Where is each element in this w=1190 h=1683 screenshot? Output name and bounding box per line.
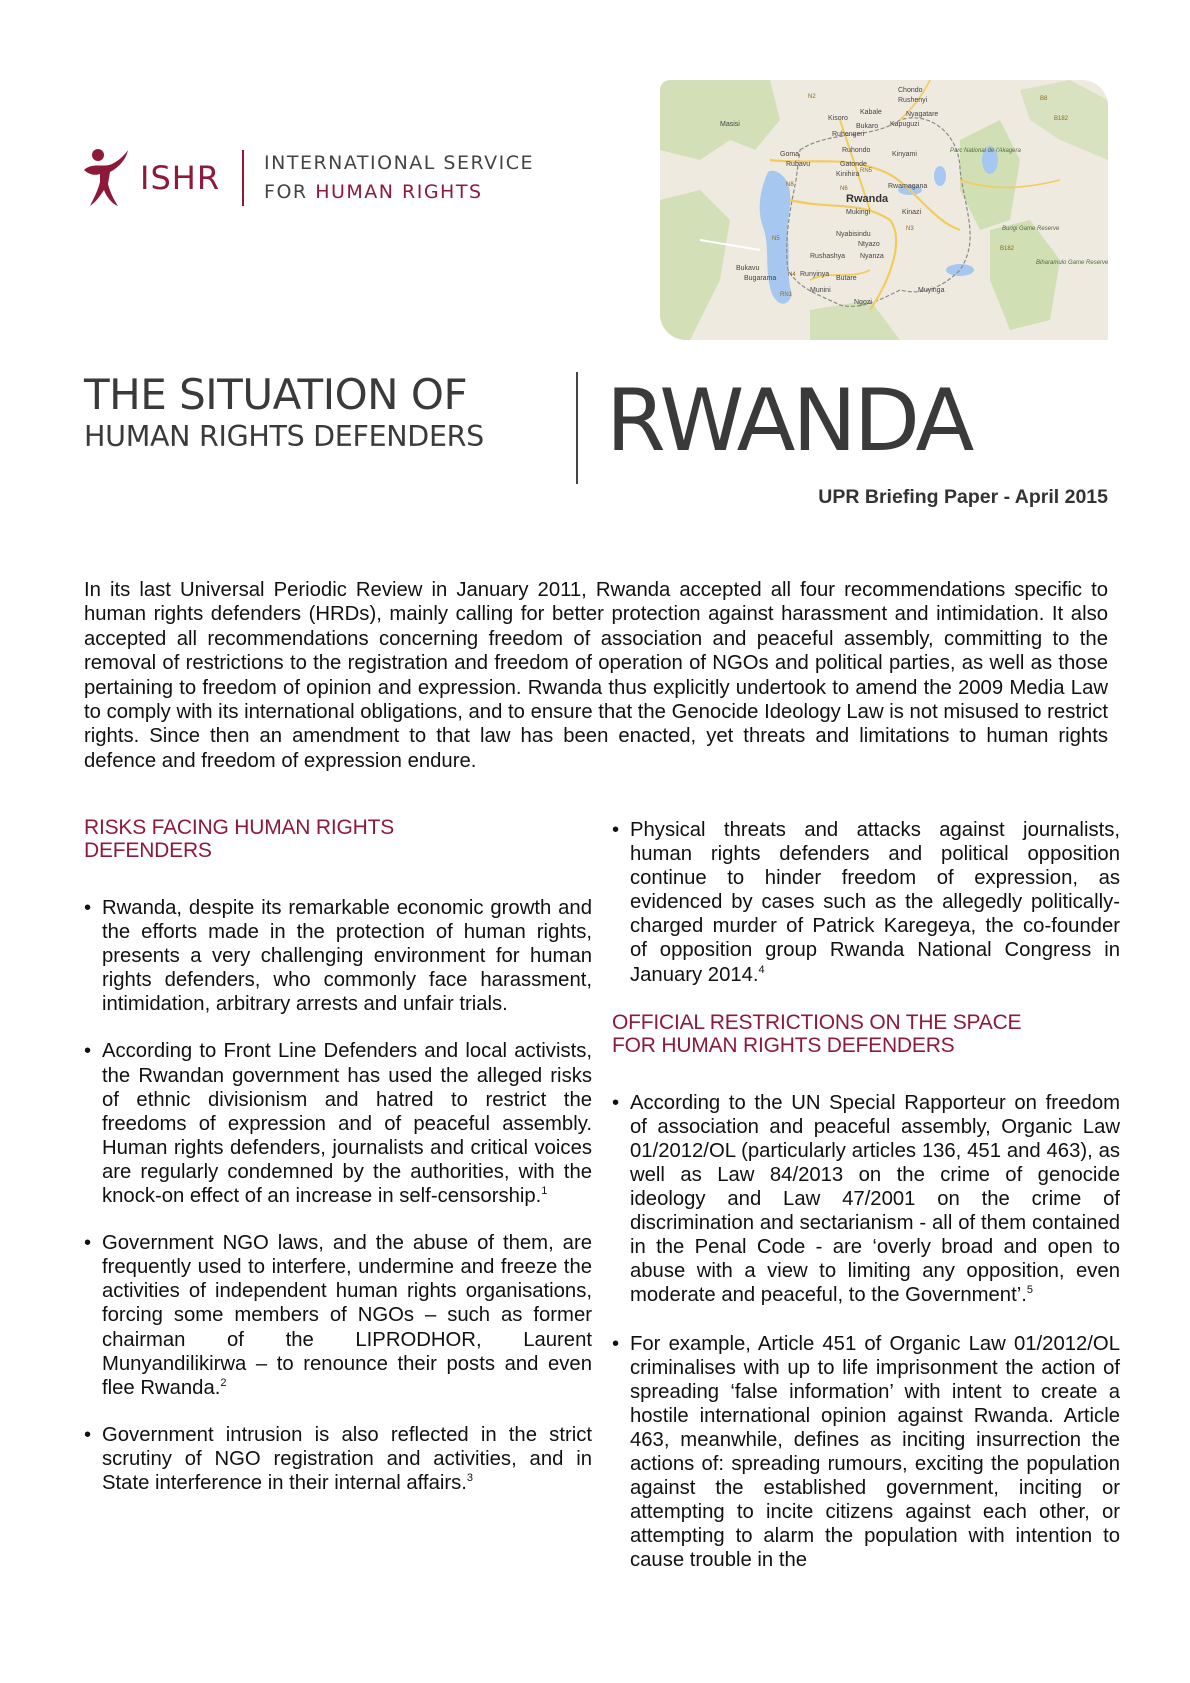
map-label-rushashya: Rushashya xyxy=(810,253,846,260)
bullet-item xyxy=(612,818,1120,987)
briefing-label: UPR Briefing Paper - April 2015 xyxy=(818,486,1108,508)
map-label-kinazi: Kinazi xyxy=(902,209,922,216)
section-heading-restrictions xyxy=(612,1011,1120,1057)
map-label-b8: B8 xyxy=(1040,96,1048,102)
section-heading-risks xyxy=(84,816,592,862)
map-label-rubavu: Rubavu xyxy=(786,161,811,168)
bullet-text: Rwanda, despite its remarkable economic growth and the efforts made in the protection of human rights, presents a very challenging environment for human rights defenders, who commonly face harassment, intimidation, arbitrary arrests and unfair trials. xyxy=(102,897,592,1016)
bullet-text: Government intrusion is also reflected in the strict scrutiny of NGO registration and activities, and in State interference in their internal affairs. xyxy=(102,1423,592,1494)
map-label-gatonde: Gatonde xyxy=(840,161,867,168)
map-label-rn5: RN5 xyxy=(860,168,873,174)
map-label-ruhondo: Ruhondo xyxy=(842,147,871,154)
map-label-b182-north: B182 xyxy=(1054,116,1069,122)
map-label-ruhengeri: Ruhengeri xyxy=(832,131,865,138)
map-label-n6: N6 xyxy=(840,186,848,192)
map-label-munini: Munini xyxy=(810,287,831,294)
title-subtitle: HUMAN RIGHTS DEFENDERS xyxy=(84,420,484,453)
map-label-akagera: Parc National de l'Akagera xyxy=(950,148,1021,154)
map-label-goma: Goma xyxy=(780,151,800,158)
map-label-muyinga: Muyinga xyxy=(918,287,945,294)
map-label-kinihira: Kinihira xyxy=(836,171,860,178)
bullet-item xyxy=(84,1423,592,1495)
bullet-text: Government NGO laws, and the abuse of them, are frequently used to interfere, undermine and freeze the activities of independent human rights organisations, forcing some members of NGOs – such as former chairman of the LIPRODHOR, Laurent Munyandilikirwa – to renounce their posts and even flee Rwanda. xyxy=(102,1232,592,1399)
map-label-kabale: Kabale xyxy=(860,109,882,116)
bullet-text: According to Front Line Defenders and local activists, the Rwandan government has used the alleged risks of ethnic divisionism and hatred to restrict the freedoms of expression and of peaceful assembly. Human rights defenders, journalists and critical voices are regularly condemned by the authorities, with the knock-on effect of an increase in self-censorship. xyxy=(102,1040,592,1208)
logo-line-2-accent: HUMAN RIGHTS xyxy=(315,181,483,203)
logo-line-1: INTERNATIONAL SERVICE xyxy=(264,152,535,174)
heading-restrictions-line-2: FOR HUMAN RIGHTS DEFENDERS xyxy=(612,1033,955,1057)
logo-line-2-prefix: FOR xyxy=(264,181,308,203)
map-label-n8: N8 xyxy=(786,182,794,188)
map-label-bukavu: Bukavu xyxy=(736,265,760,272)
heading-risks-line-2: DEFENDERS xyxy=(84,839,212,862)
footnote-marker[interactable]: 2 xyxy=(220,1376,227,1389)
map-label-n5: N5 xyxy=(772,236,780,242)
map-label-n3: N3 xyxy=(906,226,914,232)
map-label-nyabisindu: Nyabisindu xyxy=(836,231,871,238)
map-label-runyinya: Runyinya xyxy=(800,271,830,278)
bullet-item xyxy=(612,1332,1120,1573)
map-label-rwamagana: Rwamagana xyxy=(888,183,928,190)
map-label-chondo: Chondo xyxy=(898,87,923,94)
map-label-b182-south: B182 xyxy=(1000,246,1015,252)
bullet-item xyxy=(84,1231,592,1400)
logo-abbreviation: ISHR xyxy=(140,159,221,197)
map-label-rushenyi: Rushenyi xyxy=(898,97,928,104)
logo-divider xyxy=(242,150,244,206)
ishr-logo xyxy=(82,148,534,208)
bullet-text: According to the UN Special Rapporteur on freedom of association and peaceful assembly, Organic Law 01/2012/OL (particularly articles 136, 451 and 463), as well as Law 84/2013 on the crime of genocide ideology and Law 47/2001 on the crime of discrimination and sectarianism - all of them contained in the Penal Code - are ‘overly broad and open to abuse with a view to limiting any opposition, even moderate and peaceful, to the Government’. xyxy=(630,1091,1120,1307)
map-label-rn1: RN1 xyxy=(780,292,793,298)
title-block xyxy=(84,372,544,456)
map-label-kisoro: Kisoro xyxy=(828,115,848,122)
bullet-item xyxy=(84,1039,592,1208)
country-title: RWANDA xyxy=(606,371,972,471)
map-label-mukingi: Mukingi xyxy=(846,209,871,216)
map-label-n4: N4 xyxy=(788,272,796,278)
footnote-marker[interactable]: 4 xyxy=(758,963,765,976)
title-divider xyxy=(576,372,578,484)
map-label-kinyami: Kinyami xyxy=(892,151,917,158)
map-label-rwanda: Rwanda xyxy=(846,193,889,205)
logo-wordmark xyxy=(264,149,534,207)
map-label-nyagatare: Nyagatare xyxy=(906,111,939,118)
map-label-bugarama: Bugarama xyxy=(744,275,777,282)
bullet-text: For example, Article 451 of Organic Law 01/2012/OL criminalises with up to life imprisonment the action of spreading ‘false information’ with intent to create a hostile international opinion against Rwanda. Article 463, meanwhile, defines as inciting insurrection the actions of: spreading rumours, exciting the population against the established government, inciting or attempting to incite citizens against each other, or attempting to alarm the population with intention to cause trouble in the xyxy=(630,1332,1120,1572)
map-label-bukaro: Bukaro xyxy=(856,123,879,130)
map-label-biharamulo: Biharamulo Game Reserve xyxy=(1036,260,1108,266)
map-label-nyanza: Nyanza xyxy=(860,253,884,260)
heading-restrictions-line-1: OFFICIAL RESTRICTIONS ON THE SPACE xyxy=(612,1010,1022,1034)
human-figure-icon xyxy=(82,148,130,208)
footnote-marker[interactable]: 1 xyxy=(541,1185,548,1198)
map-label-kapuguzi: Kapuguzi xyxy=(890,121,920,128)
intro-paragraph: In its last Universal Periodic Review in January 2011, Rwanda accepted all four recommendations specific to human rights defenders (HRDs), mainly calling for better protection against harassment and intimidation. It also accepted all recommendations concerning freedom of association and peaceful assembly, committing to the removal of restrictions to the registration and freedom of operation of NGOs and political parties, as well as those pertaining to freedom of opinion and expression. Rwanda thus explicitly undertook to amend the 2009 Media Law to comply with its international obligations, and to ensure that the Genocide Ideology Law is not misused to restrict rights. Since then an amendment to that law has been enacted, yet threats and limitations to human rights defence and freedom of expression endure. xyxy=(84,579,1108,772)
footnote-marker[interactable]: 5 xyxy=(1026,1284,1033,1297)
map-label-masisi: Masisi xyxy=(720,121,740,128)
map-label-n2: N2 xyxy=(808,94,816,100)
footnote-marker[interactable]: 3 xyxy=(466,1472,474,1485)
map-label-butare: Butare xyxy=(836,275,857,282)
heading-risks-line-1: RISKS FACING HUMAN RIGHTS xyxy=(84,816,395,839)
left-column xyxy=(84,816,592,1518)
map-label-ngozi: Ngozi xyxy=(854,299,872,306)
logo-line-2 xyxy=(264,178,534,207)
right-column xyxy=(612,818,1120,1572)
map-label-burigi: Burigi Game Reserve xyxy=(1002,226,1060,232)
map-label-ntyazo: Ntyazo xyxy=(858,241,880,248)
rwanda-map xyxy=(660,80,1108,340)
bullet-item xyxy=(84,896,592,1016)
bullet-item xyxy=(612,1091,1120,1308)
bullet-text: Physical threats and attacks against journalists, human rights defenders and political opposition continue to hinder freedom of expression, as evidenced by cases such as the allegedly politically-charged murder of Patrick Karegeya, the co-founder of opposition group Rwanda National Congress in January 2014. xyxy=(630,819,1120,986)
title-main: THE SITUATION OF xyxy=(84,370,468,419)
